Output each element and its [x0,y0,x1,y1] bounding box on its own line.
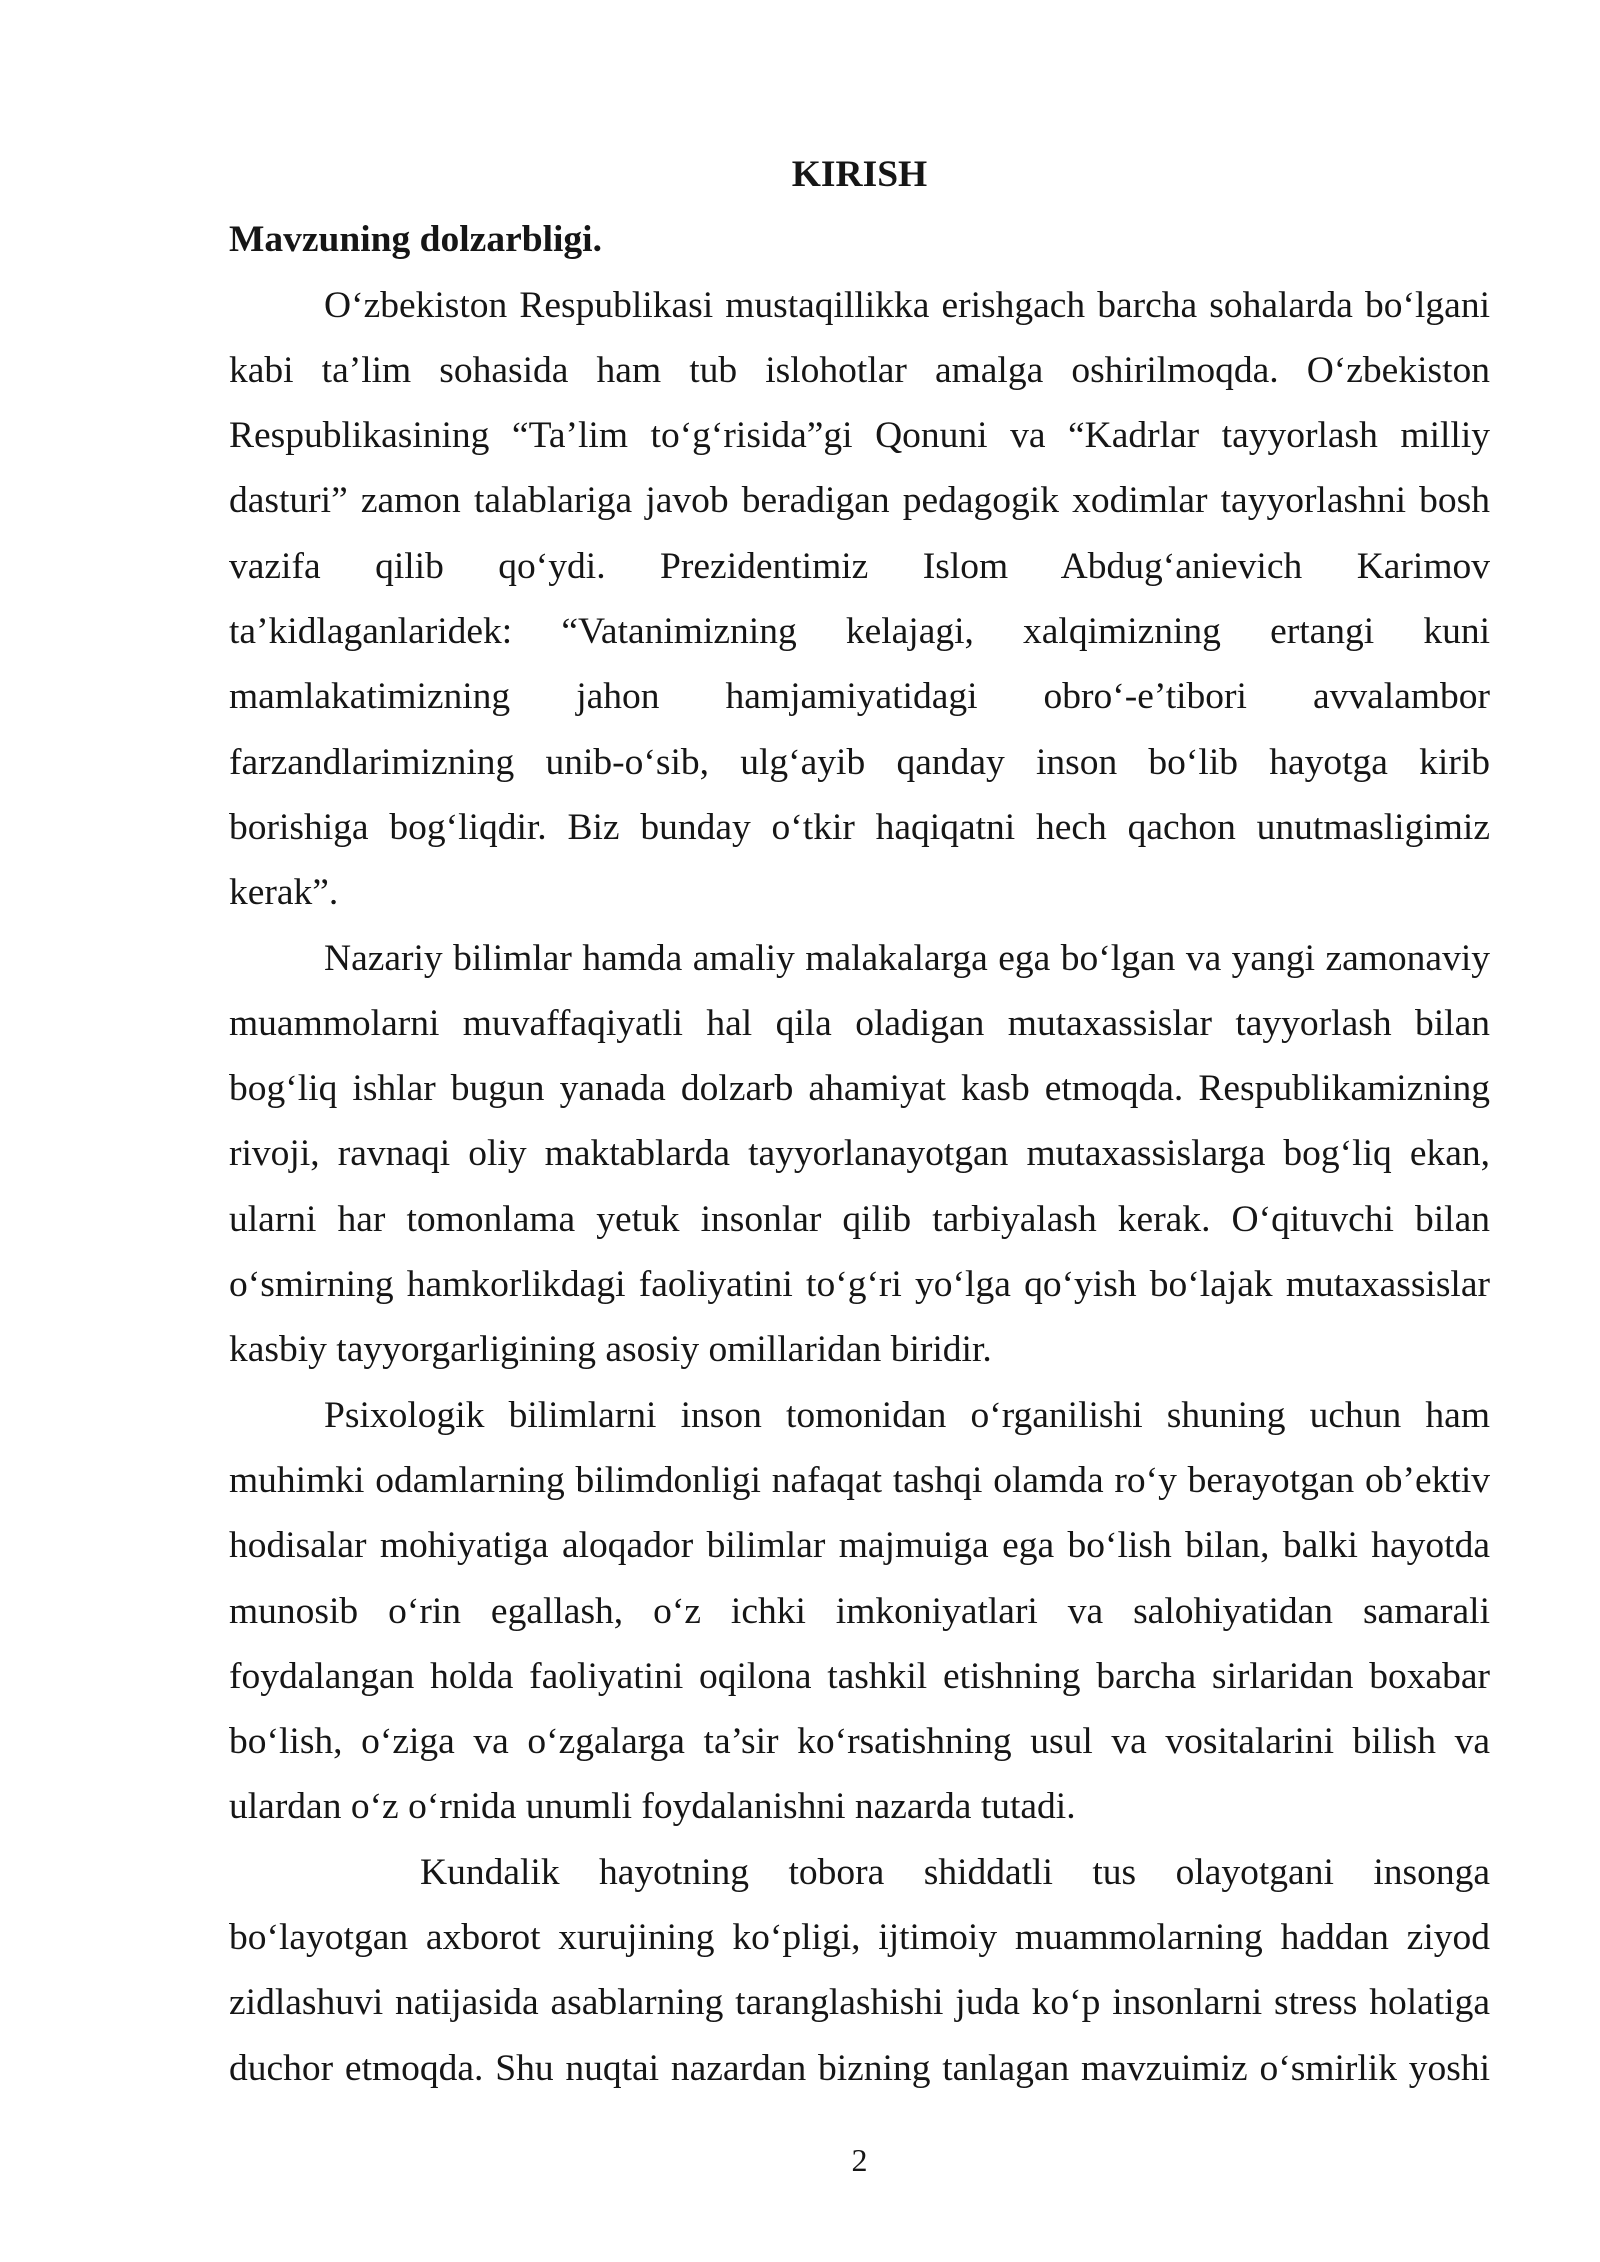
page-number: 2 [851,2142,868,2178]
text-line: Respublikasining “Ta’lim to‘g‘risida”gi Qonuni va “Kadrlar tayyorlash milliy [229,415,1490,457]
text-line: o‘smirning hamkorlikdagi faoliyatini to‘g‘ri yo‘lga qo‘yish bo‘lajak mutaxassislar [229,1264,1490,1306]
text-line: Psixologik bilimlarni inson tomonidan o‘rganilishi shuning uchun ham [324,1394,1490,1436]
text-line: bo‘layotgan axborot xurujining ko‘pligi, ijtimoiy muammolarning haddan ziyod [229,1917,1490,1959]
text-line: Kundalik hayotning tobora shiddatli tus olayotgani insonga [420,1851,1490,1893]
text-line: zidlashuvi natijasida asablarning taranglashishi juda ko‘p insonlarni stress holatiga [229,1982,1490,2024]
text-body [229,142,1490,2101]
text-line: ularni har tomonlama yetuk insonlar qilib tarbiyalash kerak. O‘qituvchi bilan [229,1198,1490,1240]
text-line: hodisalar mohiyatiga aloqador bilimlar majmuiga ega bo‘lish bilan, balki hayotda [229,1525,1490,1567]
text-line: kerak”. [229,872,339,914]
text-line: O‘zbekiston Respublikasi mustaqillikka erishgach barcha sohalarda bo‘lgani [324,284,1490,326]
text-line: ulardan o‘z o‘rnida unumli foydalanishni nazarda tutadi. [229,1786,1076,1828]
paragraph-4 [229,1840,1490,2101]
paragraph-2 [229,926,1490,1383]
text-line: mamlakatimizning jahon hamjamiyatidagi obro‘-e’tibori avvalambor [229,676,1490,718]
text-line: vazifa qilib qo‘ydi. Prezidentimiz Islom Abdug‘anievich Karimov [229,545,1490,587]
text-line: ta’kidlaganlaridek: “Vatanimizning kelajagi, xalqimizning ertangi kuni [229,611,1490,653]
text-line: muammolarni muvaffaqiyatli hal qila oladigan mutaxassislar tayyorlash bilan [229,1002,1490,1044]
text-line: dasturi” zamon talablariga javob beradigan pedagogik xodimlar tayyorlashni bosh [229,480,1490,522]
document-title: KIRISH [791,154,928,195]
text-line: farzandlarimizning unib-o‘sib, ulg‘ayib qanday inson bo‘lib hayotga kirib [229,741,1490,783]
paragraph-1 [229,273,1490,926]
section-heading: Mavzuning dolzarbligi. [229,219,602,261]
text-line: rivoji, ravnaqi oliy maktablarda tayyorlanayotgan mutaxassislarga bog‘liq ekan, [229,1133,1490,1175]
text-line: foydalangan holda faoliyatini oqilona tashkil etishning barcha sirlaridan boxabar [229,1655,1490,1697]
text-line: munosib o‘rin egallash, o‘z ichki imkoniyatlari va salohiyatidan samarali [229,1590,1490,1632]
paragraph-3 [229,1383,1490,1840]
text-line: duchor etmoqda. Shu nuqtai nazardan bizning tanlagan mavzuimiz o‘smirlik yoshi [229,2047,1490,2089]
text-line: kabi ta’lim sohasida ham tub islohotlar amalga oshirilmoqda. O‘zbekiston [229,349,1490,391]
text-line: Nazariy bilimlar hamda amaliy malakalarga ega bo‘lgan va yangi zamonaviy [324,937,1490,979]
text-line: bog‘liq ishlar bugun yanada dolzarb ahamiyat kasb etmoqda. Respublikamizning [229,1068,1490,1110]
text-line: borishiga bog‘liqdir. Biz bunday o‘tkir haqiqatni hech qachon unutmasligimiz [229,806,1490,848]
text-line: bo‘lish, o‘ziga va o‘zgalarga ta’sir ko‘rsatishning usul va vositalarini bilish va [229,1721,1490,1763]
text-line: muhimki odamlarning bilimdonligi nafaqat tashqi olamda ro‘y berayotgan ob’ektiv [229,1459,1490,1501]
text-line: kasbiy tayyorgarligining asosiy omillaridan biridir. [229,1329,992,1371]
